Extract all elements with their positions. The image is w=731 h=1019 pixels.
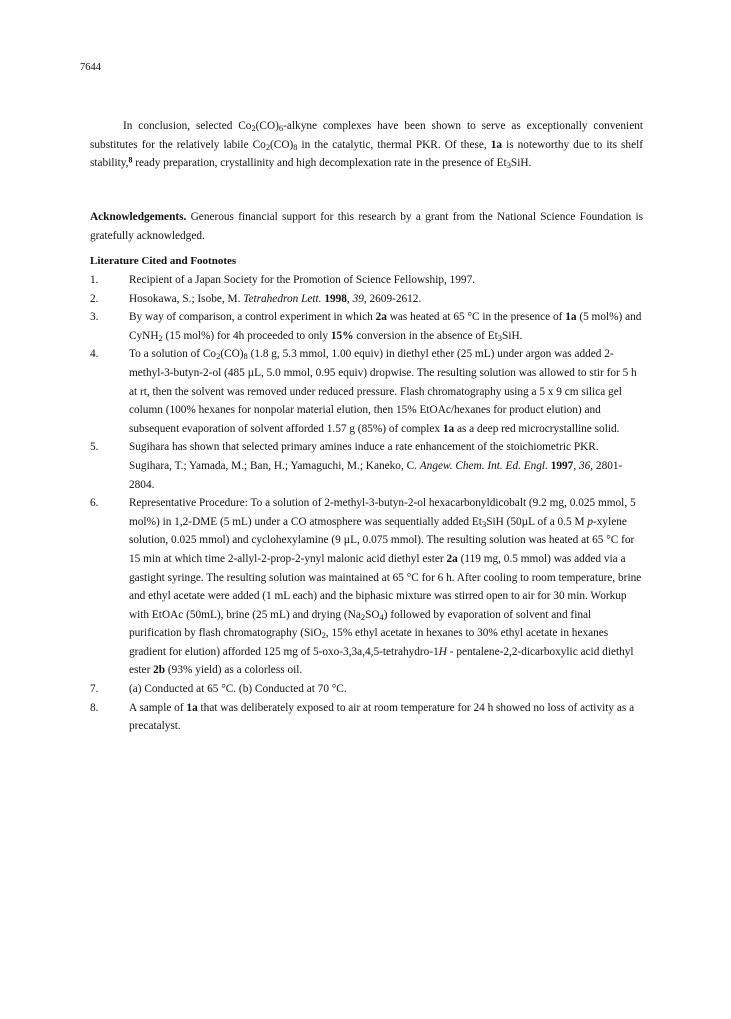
reference-text: A sample of 1a that was deliberately exposed to air at room temperature for 24 h showed no loss of activity as a precatalyst. [129,701,635,733]
reference-number: 8. [90,701,99,714]
reference-text: By way of comparison, a control experiment in which 2a was heated at 65 °C in the presence of 1a (5 mol%) and CyNH$_2$ (15 mol%) for 4h proceeded to only 15% conversion in the absence of $Et_3SiH$. [129,311,642,343]
reference-number: 5. [90,441,99,454]
reference-number: 2. [90,292,99,305]
reference-text: Representative Procedure: To a solution of 2-methyl-3-butyn-2-ol hexacarbonyldicobalt (9.2 mg, 0.025 mmol, 5 mol%) in 1,2-DME (5 mL) under a CO atmosphere was sequentially added $Et_3SiH$ (50µL of a 0.5 M p-xylene solution, 0.025 mmol) and cyclohexylamine (9 µL, 0.075 mmol). The resulting solution was heated at 65 °C for 15 min at which time 2-allyl-2-prop-2-ynyl malonic acid diethyl ester 2a (119 mg, 0.5 mmol) was added via a gastight syringe. The resulting solution was maintained at 65 °C for 6 h. After cooling to room temperature, brine and ethyl acetate were added (1 mL each) and the biphasic mixture was stirred open to air for 30 min. Workup with EtOAc (50mL), brine (25 mL) and drying $(Na_2SO_4)$ followed by evaporation of solvent and final purification by flash chromatography (SiO$_2$, 15% ethyl acetate in hexanes to 30% ethyl acetate in hexanes gradient for elution) afforded 125 mg of 5-oxo-3,3a,4,5-tetrahydro-1H - pentalene-2,2-dicarboxylic acid diethyl ester 2b (93% yield) as a colorless oil. [129,497,642,677]
acknowledgements-paragraph: Acknowledgements. Generous financial support for this research by a grant from the National Science Foundation is gratefully acknowledged. [90,211,643,242]
reference-number: 7. [90,683,99,696]
page-number: 7644 [80,62,101,73]
reference-text: To a solution of $Co_2(CO)_8$ (1.8 g, 5.3 mmol, 1.00 equiv) in diethyl ether (25 mL) under argon was added 2-methyl-3-butyn-2-ol (485 µL, 5.0 mmol, 0.95 equiv) dropwise. The resulting solution was allowed to stir for 5 h at rt, then the solvent was removed under reduced pressure. Flash chromatography using a 5 x 9 cm silica gel column (100% hexanes for nonpolar material elution, then 15% EtOAc/hexanes for product elution) and subsequent evaporation of solvent afforded 1.57 g (85%) of complex 1a as a deep red microcrystalline solid. [129,348,637,435]
references-heading: Literature Cited and Footnotes [90,255,237,267]
reference-text: Hosokawa, S.; Isobe, M. Tetrahedron Lett. 1998, 39, 2609-2612. [129,292,422,305]
reference-number: 1. [90,274,99,286]
reference-item [90,494,643,680]
reference-text: Sugihara has shown that selected primary amines induce a rate enhancement of the stoichiometric PKR. Sugihara, T.; Yamada, M.; Ban, H.; Yamaguchi, M.; Kaneko, C. Angew. Chem. Int. Ed. Engl. 1997, 36, 2801-2804. [129,441,623,491]
reference-number: 3. [90,311,99,324]
reference-item [90,290,643,309]
reference-number: 4. [90,348,99,361]
reference-item [90,271,643,290]
reference-text: Recipient of a Japan Society for the Promotion of Science Fellowship, 1997. [129,274,476,286]
conclusion-paragraph: In conclusion, selected $Co_2(CO)_6$-alkyne complexes have been shown to serve as exceptionally convenient substitutes for the relatively labile $Co_2(CO)_8$ in the catalytic, thermal PKR. Of these, 1a is noteworthy due to its shelf stability,$^8$ ready preparation, crystallinity and high decomplexation rate in the presence of $Et_3SiH$. [90,120,643,171]
reference-item [90,345,643,438]
references-list [90,271,643,736]
reference-item [90,308,643,345]
reference-item [90,699,643,736]
reference-item [90,680,643,699]
reference-text: (a) Conducted at 65 °C. (b) Conducted at 70 °C. [129,683,347,696]
reference-item [90,438,643,494]
reference-number: 6. [90,497,99,510]
